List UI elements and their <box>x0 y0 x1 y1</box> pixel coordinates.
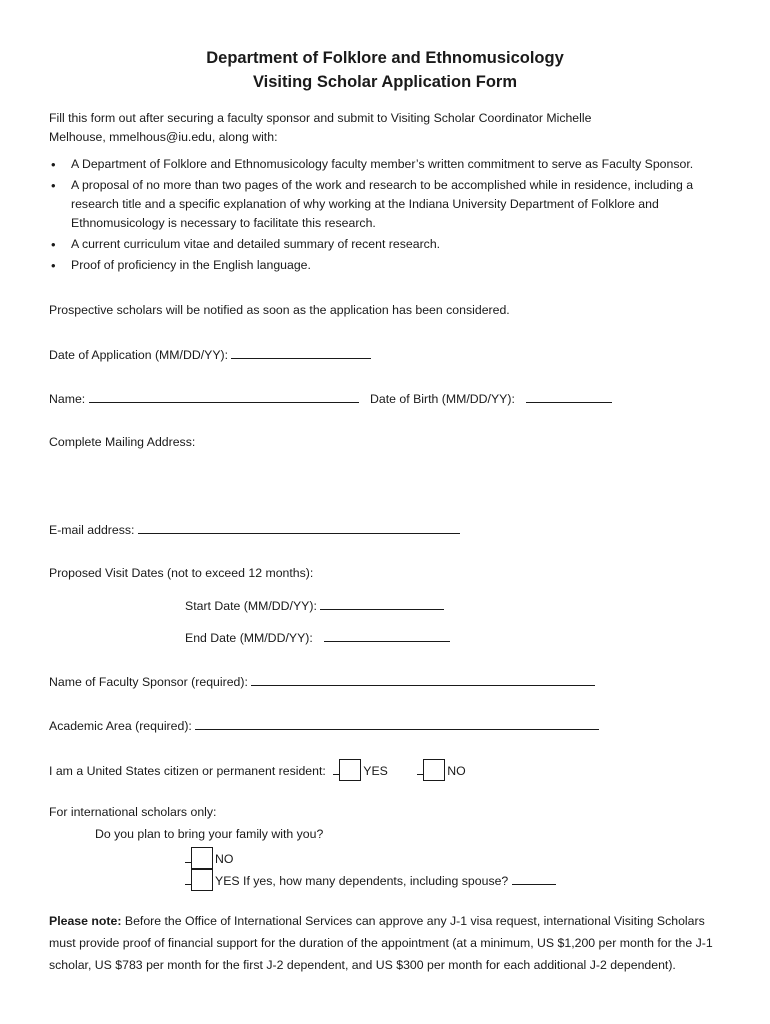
bullet-icon: • <box>51 258 56 273</box>
list-item-text: A current curriculum vitae and detailed summary of recent research. <box>71 237 441 251</box>
proposed-visit-label: Proposed Visit Dates (not to exceed 12 months): <box>49 566 314 580</box>
family-question: Do you plan to bring your family with you? <box>95 827 324 841</box>
date-of-application-label: Date of Application (MM/DD/YY): <box>49 348 229 362</box>
date-of-birth-row <box>370 389 612 409</box>
bullet-icon: • <box>51 237 56 252</box>
citizen-row <box>49 759 466 781</box>
faculty-sponsor-row <box>49 672 595 692</box>
date-of-birth-field[interactable] <box>526 389 612 403</box>
note-label: Please note: <box>49 914 122 928</box>
form-title: Visiting Scholar Application Form <box>252 73 518 91</box>
email-row <box>49 520 460 540</box>
family-no-label: NO <box>215 852 234 866</box>
list-item <box>49 176 719 233</box>
name-label: Name: <box>49 392 86 406</box>
start-date-row <box>185 596 444 616</box>
name-field[interactable] <box>89 389 359 403</box>
faculty-sponsor-label: Name of Faculty Sponsor (required): <box>49 675 248 689</box>
list-item <box>49 155 719 174</box>
family-yes-label: YES <box>215 874 240 888</box>
dependents-label: If yes, how many dependents, including spouse? <box>243 874 509 888</box>
international-label: For international scholars only: <box>49 805 217 819</box>
date-of-birth-label: Date of Birth (MM/DD/YY): <box>370 392 515 406</box>
date-of-application-field[interactable] <box>231 345 371 359</box>
list-item <box>49 256 719 275</box>
form-title-department: Department of Folklore and Ethnomusicology <box>206 49 564 67</box>
bullet-icon: • <box>51 157 56 172</box>
intro-text: Fill this form out after securing a faculty sponsor and submit to Visiting Scholar Coordinator Michelle Melhouse, mmelhous@iu.edu, along with: <box>49 111 592 144</box>
academic-area-row <box>49 716 599 736</box>
requirements-list <box>49 155 719 277</box>
citizen-yes-checkbox[interactable] <box>339 759 361 781</box>
family-yes-row <box>185 869 556 891</box>
name-row <box>49 389 359 409</box>
family-no-checkbox[interactable] <box>191 847 213 869</box>
notification-text: Prospective scholars will be notified as soon as the application has been considered. <box>49 303 510 317</box>
dependents-field[interactable] <box>512 871 556 885</box>
bullet-icon: • <box>51 178 56 193</box>
end-date-field[interactable] <box>324 628 450 642</box>
family-yes-checkbox[interactable] <box>191 869 213 891</box>
citizen-label: I am a United States citizen or permanent resident: <box>49 764 326 778</box>
list-item-text: A proposal of no more than two pages of the work and research to be accomplished while in residence, including a research title and a specific explanation of why working at the Indiana University Department of Folklore and Ethnomusicology is necessary to facilitate this research. <box>71 178 694 230</box>
end-date-label: End Date (MM/DD/YY): <box>185 631 313 645</box>
start-date-label: Start Date (MM/DD/YY): <box>185 599 317 613</box>
academic-area-label: Academic Area (required): <box>49 719 192 733</box>
date-of-application-row <box>49 345 371 365</box>
list-item <box>49 235 719 254</box>
citizen-no-label: NO <box>447 764 466 778</box>
end-date-row <box>185 628 450 648</box>
email-label: E-mail address: <box>49 523 135 537</box>
family-no-row <box>185 847 233 869</box>
mailing-address-label: Complete Mailing Address: <box>49 435 196 449</box>
note-text: Before the Office of International Services can approve any J-1 visa request, international Visiting Scholars must provide proof of financial support for the duration of the appointment (at a minimum, US $1,200 per month for the J-1 scholar, US $783 per month for the first J-2 dependent, and US $300 per month for each additional J-2 dependent). <box>49 914 713 972</box>
list-item-text: A Department of Folklore and Ethnomusicology faculty member’s written commitment to serve as Faculty Sponsor. <box>71 157 694 171</box>
start-date-field[interactable] <box>320 596 444 610</box>
citizen-yes-label: YES <box>363 764 388 778</box>
financial-note <box>49 910 729 976</box>
faculty-sponsor-field[interactable] <box>251 672 595 686</box>
list-item-text: Proof of proficiency in the English language. <box>71 258 311 272</box>
citizen-no-checkbox[interactable] <box>423 759 445 781</box>
academic-area-field[interactable] <box>195 716 599 730</box>
email-field[interactable] <box>138 520 460 534</box>
